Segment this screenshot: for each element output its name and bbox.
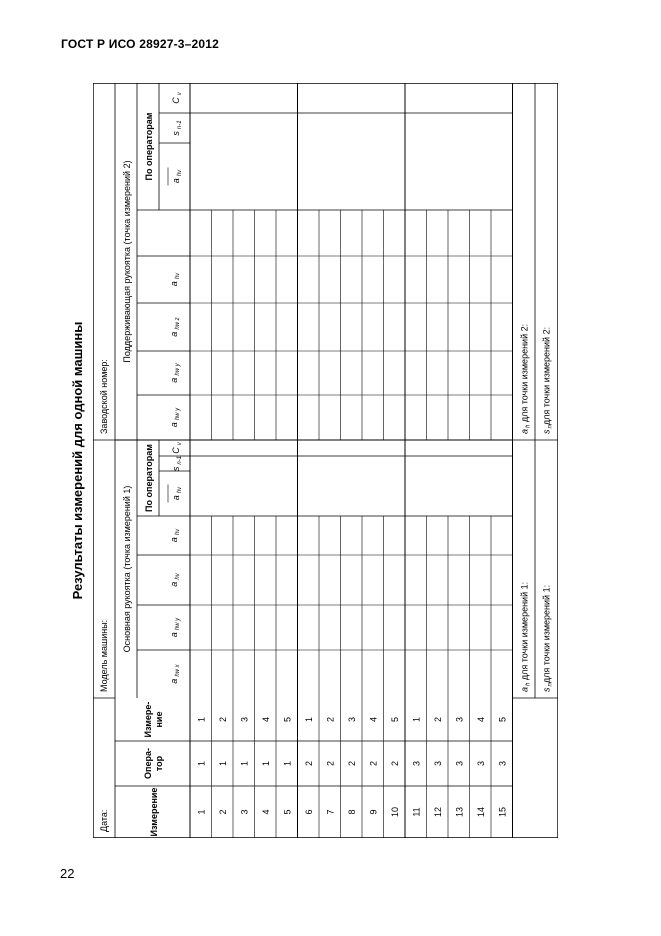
symbol-base: C	[171, 97, 181, 104]
rotated-table-block	[63, 83, 558, 838]
footer-sn-point1	[542, 585, 554, 692]
row-operator: 2	[303, 760, 314, 767]
symbol-subscript: hw y	[175, 617, 181, 631]
row-trial: 1	[196, 716, 207, 723]
symbol-a-h1-3	[169, 528, 181, 542]
row-trial: 2	[217, 716, 228, 723]
row-operator: 1	[196, 760, 207, 767]
symbol-subscript: hv	[175, 528, 181, 536]
footer-sn-point2	[542, 327, 554, 434]
row-measurement: 1	[196, 809, 207, 815]
symbol-base: s	[541, 687, 552, 692]
row-measurement: 2	[217, 809, 228, 815]
symbol-subscript: v	[177, 442, 183, 446]
row-trial: 5	[282, 716, 293, 723]
footer-ah-point1	[520, 582, 532, 692]
row-measurement: 6	[303, 809, 314, 815]
symbol-s-n1-1	[171, 456, 183, 471]
symbol-subscript: n	[547, 683, 554, 687]
symbol-base: a	[169, 678, 179, 684]
row-measurement: 12	[432, 806, 443, 818]
symbol-base: a	[169, 422, 179, 428]
row-operator: 3	[497, 760, 508, 767]
symbol-base: a	[169, 581, 179, 587]
footer-ah-point2	[520, 324, 532, 434]
table-title: Результаты измерений для одной машины	[70, 321, 85, 600]
symbol-a-h2-2	[169, 317, 181, 336]
symbol-base: a	[169, 537, 179, 543]
row-trial: 4	[260, 716, 271, 723]
row-operator: 3	[475, 760, 486, 767]
date-label: Дата:	[99, 809, 109, 832]
symbol-subscript: h	[525, 424, 532, 428]
symbol-subscript: h	[525, 682, 532, 686]
symbol-base: s	[541, 429, 552, 434]
symbol-cv-2	[171, 91, 183, 104]
row-measurement: 10	[389, 806, 400, 818]
symbol-subscript: hv	[175, 573, 181, 580]
row-measurement: 11	[411, 807, 422, 817]
symbol-base: a	[519, 428, 530, 434]
row-measurement: 14	[475, 806, 486, 818]
symbol-subscript: hv	[175, 272, 181, 280]
symbol-a-hv-mean-1	[171, 486, 183, 500]
symbol-base: C	[171, 447, 181, 454]
row-operator: 3	[411, 760, 422, 767]
row-operator: 2	[325, 760, 336, 767]
symbol-subscript: hv	[177, 169, 183, 177]
symbol-base: a	[171, 178, 181, 184]
document-header: ГОСТ Р ИСО 28927-3–2012	[61, 37, 220, 51]
row-trial: 3	[454, 716, 465, 723]
row-measurement: 13	[454, 806, 465, 818]
row-trial: 4	[475, 716, 486, 723]
symbol-base: a	[519, 686, 530, 692]
main-handle-header: Основная рукоятка (точка измерений 1)	[122, 485, 132, 653]
row-measurement: 4	[260, 809, 271, 815]
symbol-a-h1-1	[169, 617, 181, 637]
symbol-subscript: hv	[177, 486, 183, 494]
symbol-a-hv-mean-2	[171, 169, 183, 183]
symbol-subscript: hw x	[175, 664, 181, 677]
by-operators-header: По операторам	[144, 112, 154, 181]
by-operators-header: По операторам	[144, 444, 154, 512]
symbol-subscript: hw y	[175, 363, 181, 376]
symbol-base: a	[169, 632, 179, 638]
footer-label-text: для точки измерений 2:	[519, 323, 530, 425]
symbol-base: a	[169, 281, 179, 287]
symbol-subscript: v	[177, 92, 183, 96]
operator-header: тор	[154, 755, 164, 772]
trial-header: ние	[154, 711, 164, 728]
row-operator: 2	[368, 760, 379, 767]
symbol-subscript: n-1	[177, 120, 183, 130]
symbol-subscript: hw y	[175, 407, 181, 421]
symbol-a-h2-1	[169, 362, 181, 382]
row-operator: 1	[282, 760, 293, 767]
symbol-subscript: hw z	[175, 317, 181, 330]
row-measurement: 8	[346, 809, 357, 815]
footer-label-text: для точки измерений 2:	[541, 326, 552, 426]
symbol-cv-1	[171, 441, 183, 454]
footer-label-text: для точки измерений 1:	[541, 584, 552, 684]
row-operator: 2	[346, 760, 357, 767]
symbol-base: a	[169, 331, 179, 337]
row-operator: 1	[260, 760, 271, 767]
row-trial: 5	[389, 716, 400, 723]
support-handle-header: Поддерживающая рукоятка (точка измерений 2)	[122, 160, 132, 363]
operator-header: Опера-	[143, 748, 153, 779]
symbol-a-h1-0	[169, 663, 181, 683]
row-trial: 5	[497, 716, 508, 723]
row-trial: 1	[411, 716, 422, 723]
symbol-base: s	[171, 466, 181, 472]
symbol-a-h2-0	[169, 407, 181, 427]
symbol-s-n1-2	[171, 120, 183, 135]
symbol-base: a	[169, 377, 179, 383]
footer-label-text: для точки измерений 1:	[519, 581, 530, 683]
trial-header: Измере-	[143, 701, 153, 738]
measurement-header: Измерение	[149, 787, 159, 837]
row-trial: 1	[303, 716, 314, 723]
row-operator: 2	[389, 760, 400, 767]
model-label: Модель машины:	[99, 619, 109, 692]
symbol-subscript: n	[547, 425, 554, 429]
row-operator: 3	[432, 760, 443, 767]
results-table	[93, 83, 558, 838]
row-measurement: 5	[282, 809, 293, 815]
symbol-base: s	[171, 131, 181, 136]
row-trial: 2	[325, 716, 336, 723]
row-measurement: 7	[325, 809, 336, 815]
symbol-base: a	[171, 495, 181, 501]
symbol-a-h2-3	[169, 272, 181, 286]
row-trial: 4	[368, 716, 379, 723]
serial-label: Заводской номер:	[99, 359, 109, 434]
row-operator: 1	[239, 760, 250, 767]
row-operator: 1	[217, 760, 228, 767]
row-measurement: 9	[368, 809, 379, 815]
row-trial: 2	[432, 716, 443, 723]
row-trial: 3	[346, 716, 357, 723]
row-operator: 3	[454, 760, 465, 767]
symbol-subscript: n-1	[177, 455, 183, 465]
symbol-a-h1-2	[169, 572, 181, 586]
row-trial: 3	[239, 716, 250, 723]
page-number: 22	[60, 866, 75, 881]
row-measurement: 3	[239, 809, 250, 815]
row-measurement: 15	[497, 806, 508, 818]
